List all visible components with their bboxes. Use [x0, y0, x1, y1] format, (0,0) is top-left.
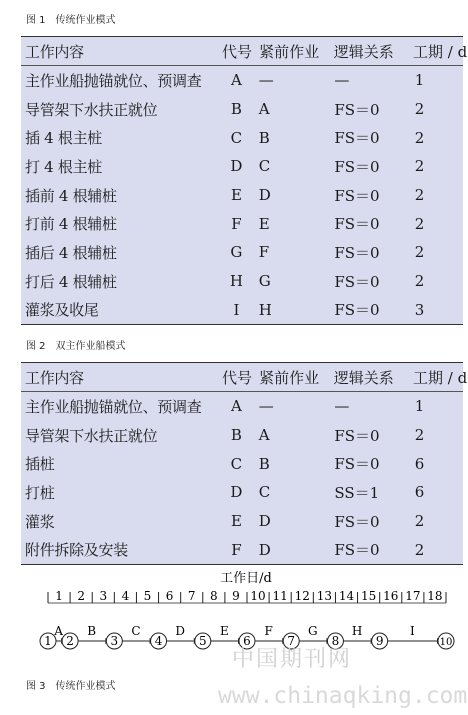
cell-predecessor: F [258, 243, 270, 262]
cell-code: I [233, 300, 240, 319]
day-label: 9 [232, 589, 240, 603]
cell-duration: 2 [414, 186, 425, 205]
cell-predecessor: D [258, 186, 271, 205]
cell-predecessor: D [258, 512, 271, 531]
cell-predecessor: B [258, 128, 270, 147]
cell-code: D [230, 157, 243, 176]
activity-label: E [220, 624, 229, 638]
day-label: 6 [165, 589, 174, 603]
day-label: 11 [272, 589, 288, 603]
cell-logic: FS＝0 [334, 455, 380, 474]
day-label: 8 [210, 589, 218, 603]
cell-duration: 2 [414, 100, 425, 119]
cell-code: A [231, 397, 242, 416]
cell-duration: 2 [414, 128, 425, 147]
header-predecessor: 紧前作业 [259, 42, 320, 61]
cell-predecessor: H [258, 300, 272, 319]
event-node-label: 6 [243, 634, 251, 648]
cell-duration: 2 [414, 426, 425, 445]
table-row [21, 238, 463, 267]
cell-duration: 3 [414, 300, 425, 319]
activity-label: B [87, 624, 97, 638]
cell-logic: FS＝0 [334, 100, 380, 119]
header-task: 工作内容 [25, 42, 84, 61]
header-task: 工作内容 [25, 368, 84, 387]
event-node-label: 4 [154, 634, 163, 648]
cell-code: A [231, 71, 242, 90]
cell-code: D [230, 483, 243, 502]
cell-task: 主作业船抛锚就位、预调查 [25, 71, 202, 90]
event-node-label: 7 [287, 634, 296, 648]
cell-duration: 2 [414, 512, 425, 531]
cell-duration: 2 [414, 540, 425, 559]
activity-label: I [409, 624, 415, 638]
header-duration: 工期 / d [413, 368, 468, 387]
cell-task: 灌浆 [25, 512, 55, 531]
watermark-cn: 中国期刊网 [232, 647, 353, 672]
cell-duration: 2 [414, 272, 425, 291]
cell-code: H [229, 272, 243, 291]
day-label: 17 [405, 589, 421, 603]
event-node-label: 8 [331, 634, 340, 648]
table-row [21, 66, 463, 95]
cell-duration: 1 [414, 397, 425, 416]
cell-task: 打前 4 根辅桩 [25, 215, 117, 234]
cell-duration: 2 [414, 157, 425, 176]
cell-code: B [230, 100, 242, 119]
cell-logic: FS＝0 [334, 243, 380, 262]
cell-code: F [231, 214, 242, 233]
cell-logic: FS＝0 [334, 215, 380, 234]
cell-predecessor: B [258, 454, 270, 473]
day-label: 7 [187, 589, 196, 603]
cell-code: F [231, 540, 242, 559]
header-logic: 逻辑关系 [333, 42, 394, 61]
day-label: 15 [360, 589, 377, 603]
table-row [21, 123, 463, 152]
cell-task: 附件拆除及安装 [25, 541, 128, 560]
table-row [21, 296, 463, 325]
table-body [21, 66, 463, 324]
cell-code: B [230, 426, 242, 445]
cell-task: 插 4 根主桩 [25, 129, 102, 148]
cell-code: C [230, 454, 243, 473]
cell-predecessor: A [258, 426, 270, 445]
watermark-url: www.chinaqking.com [218, 683, 468, 709]
cell-predecessor: A [258, 100, 270, 119]
table-row [21, 267, 463, 296]
day-label: 13 [316, 589, 333, 603]
table-double-ship-mode [21, 362, 468, 565]
table-row [21, 478, 463, 507]
cell-duration: 2 [414, 214, 425, 233]
table-row [21, 449, 463, 478]
header-logic: 逻辑关系 [333, 368, 394, 387]
cell-task: 插桩 [25, 455, 55, 474]
cell-predecessor: — [258, 397, 274, 416]
cell-logic: FS＝0 [334, 426, 380, 445]
cell-logic: FS＝0 [334, 512, 380, 531]
cell-logic: FS＝0 [334, 301, 380, 320]
activity-label: C [131, 624, 141, 638]
cell-logic: FS＝0 [334, 157, 380, 176]
day-label: 2 [77, 589, 85, 603]
day-label: 14 [338, 589, 355, 603]
table-row [21, 181, 463, 210]
header-predecessor: 紧前作业 [259, 368, 320, 387]
day-label: 18 [427, 589, 443, 603]
cell-task: 打 4 根主桩 [25, 157, 102, 176]
cell-logic: FS＝0 [334, 272, 380, 291]
table-row [21, 95, 463, 124]
table-traditional-mode [21, 36, 468, 325]
event-node-label: 5 [198, 634, 207, 648]
table-row [21, 392, 463, 421]
table-row [21, 421, 463, 450]
cell-logic: FS＝0 [334, 186, 380, 205]
cell-task: 插前 4 根辅桩 [25, 186, 117, 205]
figure3-caption: 图 3 传统作业模式 [26, 681, 116, 692]
cell-logic: — [334, 71, 350, 90]
cell-duration: 1 [414, 71, 425, 90]
cell-logic: — [334, 397, 350, 416]
event-node-label: 10 [439, 637, 453, 648]
day-label: 10 [250, 589, 266, 603]
cell-predecessor: G [258, 272, 271, 291]
header-code: 代号 [222, 42, 253, 61]
activity-label: A [54, 624, 63, 638]
table-row [21, 507, 463, 536]
figure2-caption: 图 2 双主作业船模式 [26, 341, 126, 352]
header-code: 代号 [222, 368, 253, 387]
table-body [21, 392, 463, 564]
cell-code: E [230, 512, 242, 531]
day-label: 12 [294, 589, 310, 603]
cell-code: E [230, 186, 242, 205]
event-node-label: 2 [66, 634, 74, 648]
cell-predecessor: E [258, 214, 270, 233]
header-duration: 工期 / d [413, 42, 468, 61]
cell-logic: FS＝0 [334, 541, 380, 560]
event-node-label: 9 [375, 634, 384, 648]
cell-task: 主作业船抛锚就位、预调查 [25, 397, 202, 416]
cell-task: 打桩 [25, 483, 55, 502]
cell-predecessor: C [258, 157, 271, 176]
table-row [21, 152, 463, 181]
day-label: 16 [383, 589, 399, 603]
activity-label: G [308, 624, 318, 638]
day-scale [48, 589, 446, 603]
cell-predecessor: — [258, 71, 274, 90]
axis-title: 工作日/d [220, 571, 272, 586]
event-node-label: 1 [44, 634, 52, 648]
cell-duration: 2 [414, 243, 425, 262]
cell-task: 插后 4 根辅桩 [25, 243, 117, 262]
cell-logic: FS＝0 [334, 129, 380, 148]
activity-label: F [264, 624, 273, 638]
cell-task: 导管架下水扶正就位 [25, 426, 158, 445]
cell-logic: SS＝1 [334, 483, 380, 502]
figure1-caption: 图 1 传统作业模式 [26, 15, 116, 26]
event-node-label: 3 [110, 634, 119, 648]
day-label: 5 [143, 589, 152, 603]
day-label: 3 [99, 589, 108, 603]
cell-task: 打后 4 根辅桩 [25, 272, 117, 291]
day-label: 4 [121, 589, 130, 603]
table-header-row [21, 37, 468, 66]
cell-code: C [230, 128, 243, 147]
table-header-row [21, 363, 468, 392]
cell-duration: 6 [414, 454, 425, 473]
activity-label: H [351, 624, 363, 638]
activity-label: D [175, 624, 185, 638]
cell-task: 灌浆及收尾 [25, 301, 99, 320]
cell-predecessor: D [258, 540, 271, 559]
cell-duration: 6 [414, 483, 425, 502]
table-row [21, 209, 463, 238]
cell-predecessor: C [258, 483, 271, 502]
cell-code: G [230, 243, 243, 262]
day-label: 1 [55, 589, 63, 603]
cell-task: 导管架下水扶正就位 [25, 100, 158, 119]
